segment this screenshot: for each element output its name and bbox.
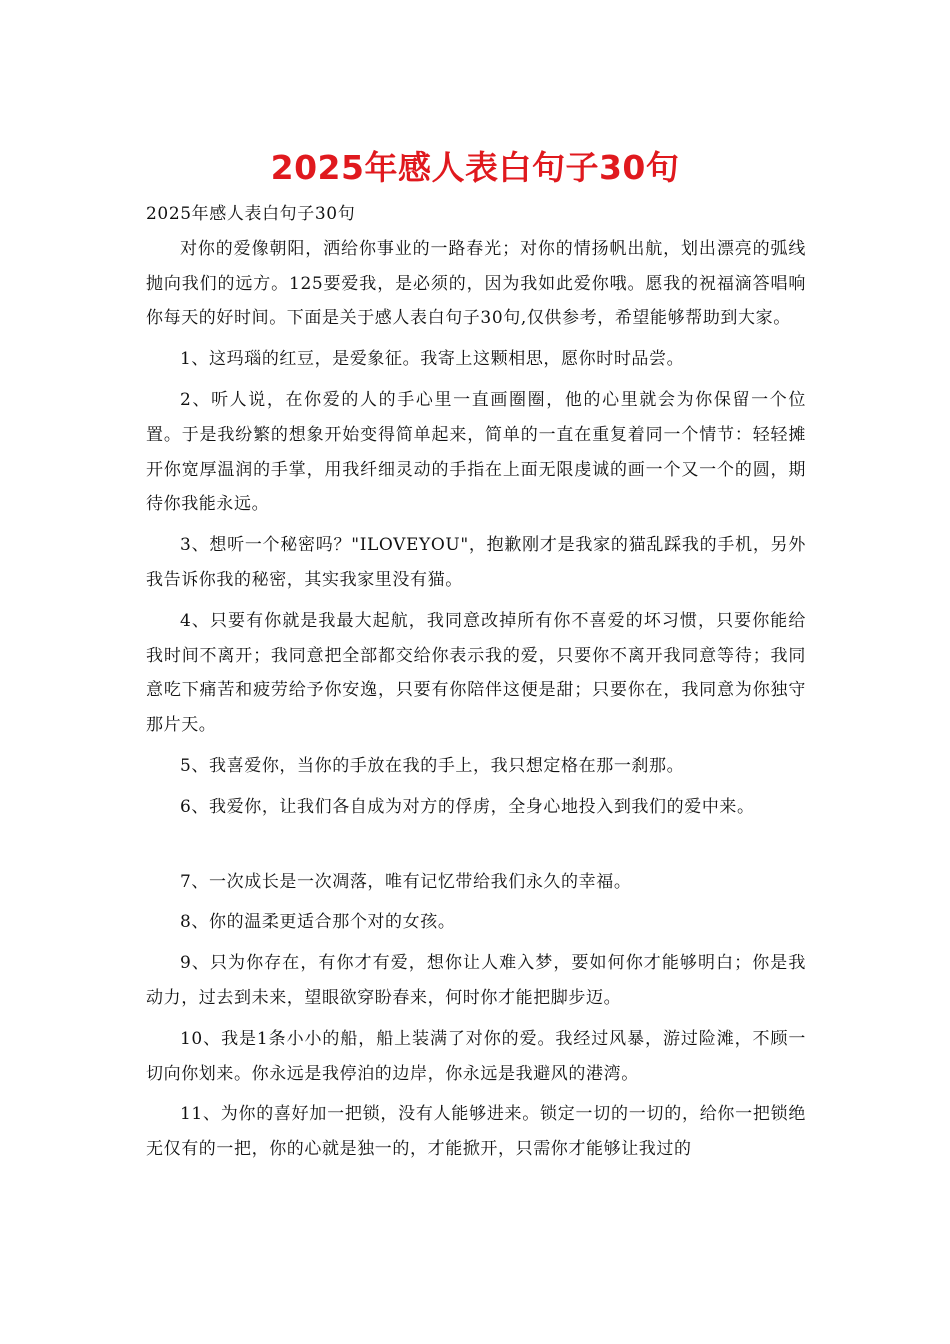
intro-paragraph: 对你的爱像朝阳，洒给你事业的一路春光；对你的情扬帆出航，划出漂亮的弧线抛向我们的远方。125要爱我，是必须的，因为我如此爱你哦。愿我的祝福滴答唱响你每天的好时间。下面是关于感人表白句子30句,仅供参考，希望能够帮助到大家。 — [146, 238, 806, 329]
document-title: 2025年感人表白句子30句 — [270, 148, 680, 187]
list-item: 10、我是1条小小的船，船上装满了对你的爱。我经过风暴，游过险滩，不顾一切向你划来。你永远是我停泊的边岸，你永远是我避风的港湾。 — [146, 1028, 806, 1084]
list-item: 3、想听一个秘密吗？"ILOVEYOU"，抱歉刚才是我家的猫乱踩我的手机，另外我告诉你我的秘密，其实我家里没有猫。 — [146, 535, 806, 590]
document-body — [146, 197, 806, 1173]
list-item: 11、为你的喜好加一把锁，没有人能够进来。锁定一切的一切的，给你一把锁绝无仅有的一把，你的心就是独一的，才能掀开，只需你才能够让我过的 — [146, 1104, 806, 1160]
paragraph-spacer — [146, 831, 806, 865]
list-item: 7、一次成长是一次凋落，唯有记忆带给我们永久的幸福。 — [180, 871, 632, 892]
list-item: 6、我爱你，让我们各自成为对方的俘虏，全身心地投入到我们的爱中来。 — [180, 796, 755, 817]
list-item: 5、我喜爱你，当你的手放在我的手上，我只想定格在那一刹那。 — [180, 755, 685, 776]
document-subtitle: 2025年感人表白句子30句 — [146, 204, 356, 224]
list-item: 8、你的温柔更适合那个对的女孩。 — [180, 912, 456, 933]
list-item: 1、这玛瑙的红豆，是爱象征。我寄上这颗相思，愿你时时品尝。 — [180, 349, 685, 370]
list-item: 4、只要有你就是我最大起航，我同意改掉所有你不喜爱的坏习惯，只要你能给我时间不离开；我同意把全部都交给你表示我的爱，只要你不离开我同意等待；我同意吃下痛苦和疲劳给予你安逸，只要有你陪伴这便是甜；只要你在，我同意为你独守那片天。 — [146, 610, 806, 736]
list-item: 2、听人说，在你爱的人的手心里一直画圈圈，他的心里就会为你保留一个位置。于是我纷繁的想象开始变得简单起来，简单的一直在重复着同一个情节：轻轻摊开你宽厚温润的手掌，用我纤细灵动的手指在上面无限虔诚的画一个又一个的圆，期待你我能永远。 — [146, 389, 806, 515]
list-item: 9、只为你存在，有你才有爱，想你让人难入梦，要如何你才能够明白；你是我动力，过去到未来，望眼欲穿盼春来，何时你才能把脚步迈。 — [146, 953, 806, 1008]
